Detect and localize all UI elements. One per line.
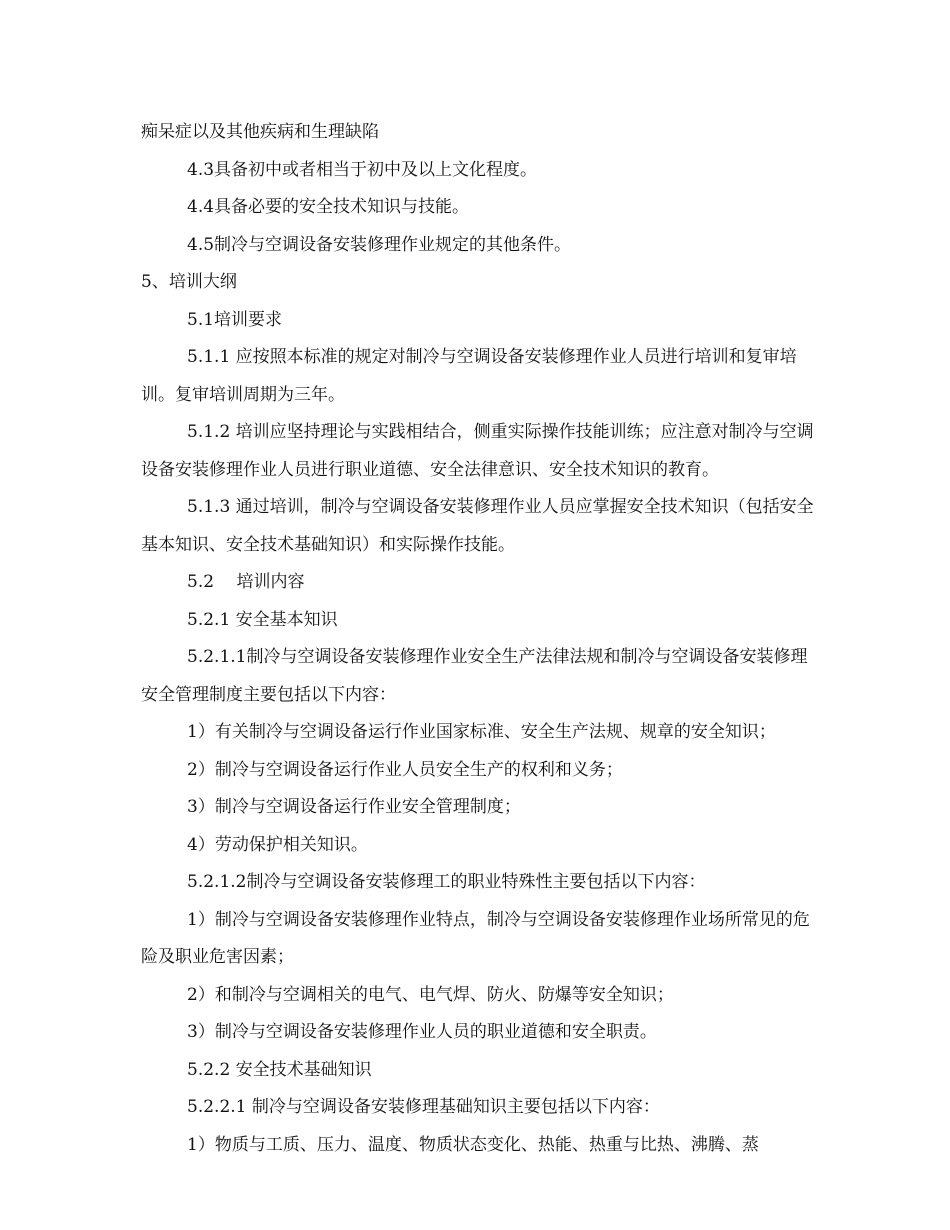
subsection-heading: 5.2 培训内容 bbox=[187, 572, 305, 592]
paragraph: 5.2.1.1制冷与空调设备安装修理作业安全生产法律法规和制冷与空调设备安装修理安全管理制度主要包括以下内容： bbox=[141, 647, 808, 705]
list-item: 1）制冷与空调设备安装修理作业特点，制冷与空调设备安装修理作业场所常见的危险及职业危害因素； bbox=[141, 909, 810, 967]
paragraph: 5.1.1 应按照本标准的规定对制冷与空调设备安装修理作业人员进行培训和复审培训。复审培训周期为三年。 bbox=[141, 347, 797, 405]
subsection-heading: 5.1培训要求 bbox=[187, 309, 283, 330]
paragraph: 5.1.3 通过培训，制冷与空调设备安装修理作业人员应掌握安全技术知识（包括安全基本知识、安全技术基础知识）和实际操作技能。 bbox=[141, 497, 814, 555]
paragraph: 4.5制冷与空调设备安装修理作业规定的其他条件。 bbox=[187, 234, 572, 255]
paragraph: 痴呆症以及其他疾病和生理缺陷 bbox=[141, 122, 379, 142]
paragraph: 5.2.2.1 制冷与空调设备安装修理基础知识主要包括以下内容： bbox=[187, 1097, 660, 1117]
paragraph: 5.2.1.2制冷与空调设备安装修理工的职业特殊性主要包括以下内容： bbox=[187, 872, 706, 892]
paragraph: 5.1.2 培训应坚持理论与实践相结合，侧重实际操作技能训练；应注意对制冷与空调设备安装修理作业人员进行职业道德、安全法律意识、安全技术知识的教育。 bbox=[141, 422, 814, 480]
list-item: 2）和制冷与空调相关的电气、电气焊、防火、防爆等安全知识； bbox=[187, 984, 674, 1005]
paragraph: 4.4具备必要的安全技术知识与技能。 bbox=[187, 197, 470, 217]
document-body bbox=[141, 114, 821, 1164]
paragraph: 4.3具备初中或者相当于初中及以上文化程度。 bbox=[187, 159, 538, 180]
list-item: 4）劳动保护相关知识。 bbox=[187, 834, 368, 855]
list-item: 1）物质与工质、压力、温度、物质状态变化、热能、热重与比热、沸腾、蒸 bbox=[187, 1134, 759, 1155]
list-item: 3）制冷与空调设备安装修理作业人员的职业道德和安全职责。 bbox=[187, 1022, 657, 1042]
list-item: 3）制冷与空调设备运行作业安全管理制度； bbox=[187, 797, 521, 817]
subsection-heading: 5.2.2 安全技术基础知识 bbox=[187, 1059, 372, 1080]
section-heading: 5、培训大纲 bbox=[141, 272, 237, 292]
list-item: 2）制冷与空调设备运行作业人员安全生产的权利和义务； bbox=[187, 759, 623, 780]
subsection-heading: 5.2.1 安全基本知识 bbox=[187, 609, 338, 630]
list-item: 1）有关制冷与空调设备运行作业国家标准、安全生产法规、规章的安全知识； bbox=[187, 722, 776, 742]
